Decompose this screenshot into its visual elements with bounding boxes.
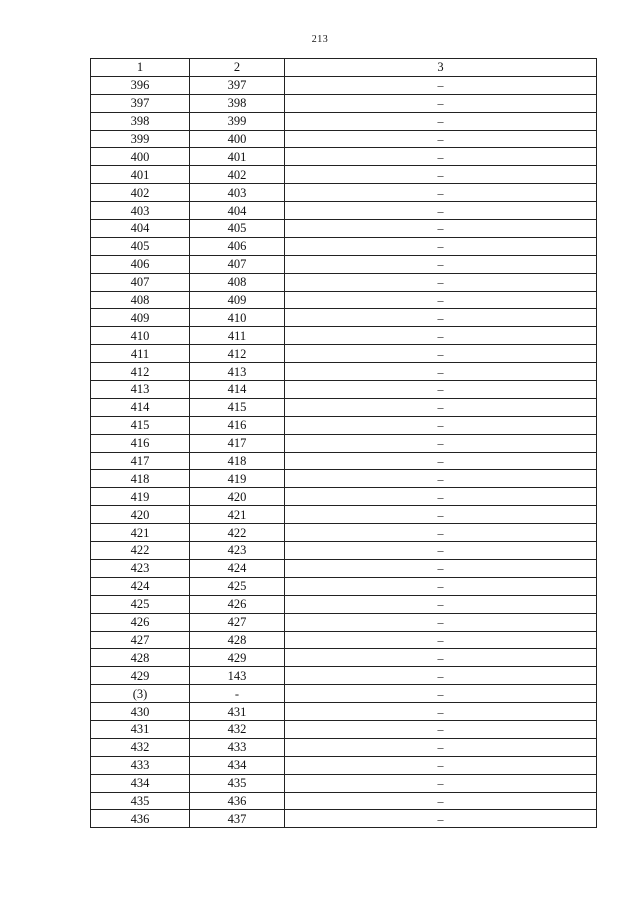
table-cell-col-3: –	[285, 434, 597, 452]
table-cell-col-3: –	[285, 255, 597, 273]
table-cell-col-2: 436	[190, 792, 285, 810]
table-cell-col-2: 409	[190, 291, 285, 309]
table-cell-col-1: 433	[91, 756, 190, 774]
table-row	[91, 166, 597, 184]
table-cell-col-3: –	[285, 76, 597, 94]
table-cell-col-2: 414	[190, 381, 285, 399]
table-row	[91, 720, 597, 738]
table-cell-col-1: 406	[91, 255, 190, 273]
table-cell-col-1: 426	[91, 613, 190, 631]
table-row	[91, 273, 597, 291]
table-row	[91, 756, 597, 774]
table-cell-col-2: 407	[190, 255, 285, 273]
table-cell-col-3: –	[285, 166, 597, 184]
table-cell-col-2: -	[190, 685, 285, 703]
table-cell-col-2: 411	[190, 327, 285, 345]
column-header-1: 1	[91, 59, 190, 77]
table-cell-col-1: (3)	[91, 685, 190, 703]
table-cell-col-3: –	[285, 685, 597, 703]
table-cell-col-2: 433	[190, 738, 285, 756]
table-cell-col-3: –	[285, 595, 597, 613]
table-cell-col-3: –	[285, 130, 597, 148]
table-cell-col-2: 427	[190, 613, 285, 631]
table-header-row	[91, 59, 597, 77]
table-cell-col-1: 401	[91, 166, 190, 184]
table-row	[91, 76, 597, 94]
table-row	[91, 112, 597, 130]
table-cell-col-2: 435	[190, 774, 285, 792]
table-cell-col-3: –	[285, 720, 597, 738]
table-cell-col-1: 422	[91, 542, 190, 560]
table-cell-col-3: –	[285, 613, 597, 631]
table-row	[91, 649, 597, 667]
table-cell-col-2: 413	[190, 363, 285, 381]
table-cell-col-2: 403	[190, 184, 285, 202]
table-row	[91, 506, 597, 524]
table-cell-col-3: –	[285, 667, 597, 685]
table-cell-col-1: 435	[91, 792, 190, 810]
table-cell-col-1: 434	[91, 774, 190, 792]
table-cell-col-2: 424	[190, 559, 285, 577]
table-cell-col-2: 437	[190, 810, 285, 828]
page-number: 213	[311, 34, 329, 45]
table-cell-col-1: 428	[91, 649, 190, 667]
table-cell-col-2: 418	[190, 452, 285, 470]
table-row	[91, 237, 597, 255]
table-cell-col-1: 399	[91, 130, 190, 148]
table-cell-col-2: 397	[190, 76, 285, 94]
table-cell-col-3: –	[285, 327, 597, 345]
table-cell-col-1: 416	[91, 434, 190, 452]
table-cell-col-3: –	[285, 148, 597, 166]
table-cell-col-3: –	[285, 220, 597, 238]
table-cell-col-2: 412	[190, 345, 285, 363]
table-cell-col-3: –	[285, 309, 597, 327]
table-cell-col-3: –	[285, 184, 597, 202]
table-row	[91, 703, 597, 721]
table-cell-col-1: 425	[91, 595, 190, 613]
table-cell-col-3: –	[285, 810, 597, 828]
table-row	[91, 738, 597, 756]
table-row	[91, 220, 597, 238]
table-cell-col-2: 429	[190, 649, 285, 667]
table-row	[91, 291, 597, 309]
column-header-3: 3	[285, 59, 597, 77]
table-cell-col-3: –	[285, 649, 597, 667]
table-cell-col-2: 143	[190, 667, 285, 685]
table-cell-col-2: 428	[190, 631, 285, 649]
table-row	[91, 667, 597, 685]
table-row	[91, 577, 597, 595]
table-row	[91, 381, 597, 399]
table-cell-col-1: 400	[91, 148, 190, 166]
table-cell-col-2: 417	[190, 434, 285, 452]
table-cell-col-3: –	[285, 398, 597, 416]
table-row	[91, 524, 597, 542]
table-cell-col-1: 424	[91, 577, 190, 595]
table-cell-col-3: –	[285, 416, 597, 434]
table-cell-col-3: –	[285, 792, 597, 810]
table-row	[91, 774, 597, 792]
table-cell-col-1: 404	[91, 220, 190, 238]
table-row	[91, 398, 597, 416]
table-cell-col-1: 436	[91, 810, 190, 828]
table-cell-col-1: 423	[91, 559, 190, 577]
table-row	[91, 488, 597, 506]
table-cell-col-3: –	[285, 542, 597, 560]
table-row	[91, 810, 597, 828]
table-cell-col-2: 406	[190, 237, 285, 255]
table-cell-col-3: –	[285, 452, 597, 470]
table-row	[91, 202, 597, 220]
table-row	[91, 434, 597, 452]
table-cell-col-3: –	[285, 291, 597, 309]
table-cell-col-3: –	[285, 381, 597, 399]
table-row	[91, 345, 597, 363]
table-cell-col-3: –	[285, 577, 597, 595]
table-row	[91, 309, 597, 327]
table-row	[91, 255, 597, 273]
table-row	[91, 184, 597, 202]
table-cell-col-1: 421	[91, 524, 190, 542]
table-cell-col-1: 408	[91, 291, 190, 309]
table-row	[91, 363, 597, 381]
table-cell-col-1: 419	[91, 488, 190, 506]
table-cell-col-3: –	[285, 273, 597, 291]
table-cell-col-2: 402	[190, 166, 285, 184]
table-cell-col-2: 420	[190, 488, 285, 506]
table-cell-col-3: –	[285, 237, 597, 255]
table-cell-col-1: 396	[91, 76, 190, 94]
table-row	[91, 416, 597, 434]
table-cell-col-1: 417	[91, 452, 190, 470]
data-table	[90, 58, 597, 828]
table-cell-col-2: 415	[190, 398, 285, 416]
table-cell-col-1: 427	[91, 631, 190, 649]
table-row	[91, 94, 597, 112]
table-body	[91, 76, 597, 827]
table-cell-col-1: 402	[91, 184, 190, 202]
table-row	[91, 559, 597, 577]
table-cell-col-2: 434	[190, 756, 285, 774]
table-row	[91, 452, 597, 470]
table-cell-col-1: 411	[91, 345, 190, 363]
table-cell-col-2: 401	[190, 148, 285, 166]
table-cell-col-3: –	[285, 774, 597, 792]
table-cell-col-3: –	[285, 631, 597, 649]
table-cell-col-2: 419	[190, 470, 285, 488]
table-row	[91, 327, 597, 345]
table-cell-col-1: 414	[91, 398, 190, 416]
table-cell-col-2: 432	[190, 720, 285, 738]
table-cell-col-3: –	[285, 559, 597, 577]
table-cell-col-3: –	[285, 112, 597, 130]
table-cell-col-3: –	[285, 756, 597, 774]
table-cell-col-3: –	[285, 363, 597, 381]
table-row	[91, 595, 597, 613]
table-cell-col-1: 413	[91, 381, 190, 399]
table-cell-col-2: 399	[190, 112, 285, 130]
table-row	[91, 613, 597, 631]
table-cell-col-1: 431	[91, 720, 190, 738]
table-cell-col-1: 398	[91, 112, 190, 130]
table-cell-col-3: –	[285, 738, 597, 756]
table-row	[91, 470, 597, 488]
table-cell-col-3: –	[285, 524, 597, 542]
table-cell-col-1: 432	[91, 738, 190, 756]
table-cell-col-1: 403	[91, 202, 190, 220]
table-row	[91, 685, 597, 703]
table-row	[91, 792, 597, 810]
table-cell-col-2: 400	[190, 130, 285, 148]
table-cell-col-2: 421	[190, 506, 285, 524]
table-cell-col-3: –	[285, 506, 597, 524]
table-cell-col-3: –	[285, 202, 597, 220]
table-cell-col-1: 418	[91, 470, 190, 488]
table-row	[91, 148, 597, 166]
table-cell-col-3: –	[285, 470, 597, 488]
column-header-2: 2	[190, 59, 285, 77]
table-cell-col-2: 398	[190, 94, 285, 112]
table-cell-col-2: 404	[190, 202, 285, 220]
table-cell-col-1: 420	[91, 506, 190, 524]
table-cell-col-1: 405	[91, 237, 190, 255]
table-cell-col-3: –	[285, 488, 597, 506]
table-cell-col-2: 426	[190, 595, 285, 613]
table-cell-col-2: 425	[190, 577, 285, 595]
table-cell-col-1: 409	[91, 309, 190, 327]
table-cell-col-2: 423	[190, 542, 285, 560]
table-cell-col-2: 408	[190, 273, 285, 291]
table-cell-col-1: 412	[91, 363, 190, 381]
table-row	[91, 130, 597, 148]
table-row	[91, 631, 597, 649]
table-cell-col-1: 410	[91, 327, 190, 345]
table-cell-col-2: 416	[190, 416, 285, 434]
table-cell-col-1: 407	[91, 273, 190, 291]
table-cell-col-2: 410	[190, 309, 285, 327]
table-cell-col-2: 431	[190, 703, 285, 721]
table-cell-col-3: –	[285, 703, 597, 721]
table-cell-col-2: 405	[190, 220, 285, 238]
table-cell-col-1: 415	[91, 416, 190, 434]
table-row	[91, 542, 597, 560]
table-cell-col-3: –	[285, 345, 597, 363]
table-cell-col-1: 429	[91, 667, 190, 685]
table-cell-col-3: –	[285, 94, 597, 112]
table-cell-col-1: 430	[91, 703, 190, 721]
table-cell-col-2: 422	[190, 524, 285, 542]
table-cell-col-1: 397	[91, 94, 190, 112]
